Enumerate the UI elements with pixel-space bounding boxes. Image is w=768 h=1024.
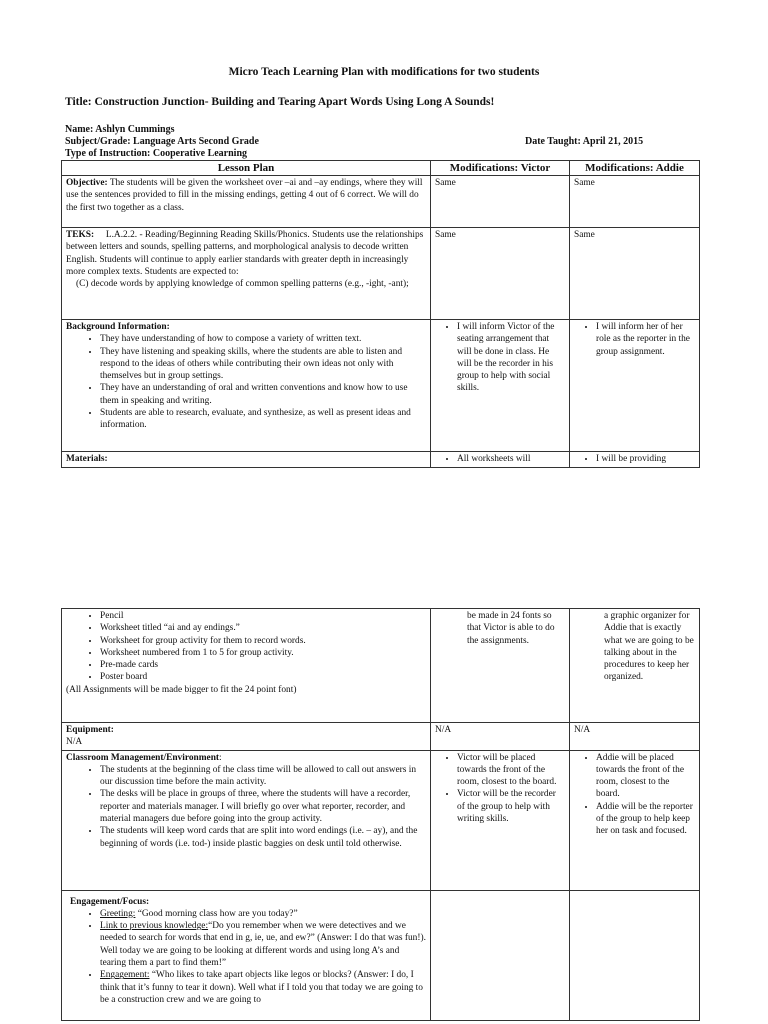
list-item: • They have an understanding of oral and written conventions and know how to use them in speaking and writing. (100, 382, 426, 407)
victor-engagement-cell (431, 890, 570, 1020)
table-row-classroom-management (62, 750, 700, 890)
date-taught: Date Taught: April 21, 2015 (525, 136, 644, 147)
objective-label: Objective: (66, 178, 108, 188)
victor-objective-cell: Same (431, 176, 570, 228)
engagement-label: Engagement/Focus: (70, 896, 150, 907)
classroom-management-label: Classroom Management/Environment (66, 752, 220, 763)
list-item (100, 969, 426, 1006)
list-item: • The students at the beginning of the class time will be allowed to call out answers in our discussion time before the main activity. (100, 764, 426, 789)
list-item: • Students are able to research, evaluate, and synthesize, as well as present ideas and information. (100, 407, 426, 432)
list-item: • Worksheet titled “ai and ay endings.” (100, 622, 426, 634)
addie-teks-cell: Same (570, 228, 700, 320)
lesson-plan-table-bottom (61, 608, 700, 1021)
column-header-victor: Modifications: Victor (431, 161, 570, 176)
link-previous-knowledge-lead: Link to previous knowledge: (100, 921, 209, 932)
teks-cell (62, 228, 431, 320)
addie-engagement-cell (570, 890, 700, 1020)
list-item (100, 920, 426, 969)
list-item: • Addie will be the reporter of the group to help keep her on task and focused. (596, 801, 695, 838)
equipment-text: N/A (66, 737, 83, 748)
list-item: • I will inform Victor of the seating arrangement that will be done in class. He will be the recorder in his group to help with social skills. (457, 321, 565, 395)
classroom-management-colon: : (219, 752, 222, 763)
addie-background-list (574, 321, 695, 358)
list-item: • The students will keep word cards that are split into word endings (i.e. – ay), and the beginning of words (i.e. tod-) inside plastic baggies on desk until told otherwise. (100, 825, 426, 850)
list-item: • Worksheet numbered from 1 to 5 for group activity. (100, 647, 426, 659)
victor-background-list (435, 321, 565, 395)
document-title: Micro Teach Learning Plan with modifications for two students (228, 66, 540, 78)
greeting-lead: Greeting: (100, 908, 136, 919)
list-item: • They have listening and speaking skills, where the students are able to listen and respond to the ideas of others while contributing their own ideas not only with themselves but in group settings. (100, 346, 426, 383)
table-row-engagement (62, 890, 700, 1020)
table-row-objective (62, 176, 700, 228)
materials-continued-cell (62, 609, 431, 723)
teks-subpoint: (C) decode words by applying knowledge of common spelling patterns (e.g., -ight, -ant); (76, 279, 409, 290)
victor-classroom-list (435, 752, 565, 826)
list-item: • All worksheets will (457, 453, 565, 465)
materials-cell (62, 452, 431, 468)
table-row-equipment (62, 723, 700, 751)
victor-equipment-cell: N/A (431, 723, 570, 751)
victor-teks-cell: Same (431, 228, 570, 320)
background-label: Background Information: (66, 322, 170, 332)
addie-equipment-cell: N/A (570, 723, 700, 751)
greeting-text: “Good morning class how are you today?” (135, 908, 298, 919)
materials-note: (All Assignments will be made bigger to fit the 24 point font) (66, 684, 297, 695)
background-cell (62, 320, 431, 452)
engagement-list (66, 908, 426, 1006)
addie-background-cell (570, 320, 700, 452)
equipment-label: Equipment: (66, 725, 114, 735)
table-row-materials-continued (62, 609, 700, 723)
engagement-cell (62, 890, 431, 1020)
list-item: • Pencil (100, 610, 426, 622)
addie-objective-cell: Same (570, 176, 700, 228)
addie-materials-cell (570, 452, 700, 468)
engagement-text: “Who likes to take apart objects like legos or blocks? (Answer: I do, I think that it’s funny to tear it down). Well what if I told you that today we are going to be a construction crew and we are going to (100, 970, 423, 1005)
list-item: • I will be providing (596, 453, 695, 465)
objective-text: The students will be given the worksheet over –ai and –ay endings, where they will use the sentences provided to fill in the missing endings, getting 4 out of 6 correct. We will do the first two together as a class. (66, 178, 423, 213)
addie-materials-continued-cell: a graphic organizer for Addie that is exactly what we are going to be talking about in the procedures to keep her organized. (570, 609, 700, 723)
list-item: • They have understanding of how to compose a variety of written text. (100, 333, 426, 345)
list-item: • Victor will be the recorder of the group to help with writing skills. (457, 788, 565, 825)
victor-materials-continued-cell: be made in 24 fonts so that Victor is able to do the assignments. (431, 609, 570, 723)
teks-label: TEKS: (66, 230, 95, 240)
victor-materials-cell (431, 452, 570, 468)
table-row-teks (62, 228, 700, 320)
materials-list (66, 610, 426, 684)
list-item: • I will inform her of her role as the reporter in the group assignment. (596, 321, 695, 358)
engagement-lead: Engagement: (100, 970, 150, 981)
instruction-type: Type of Instruction: Cooperative Learning (65, 148, 248, 159)
subject-grade: Subject/Grade: Language Arts Second Grade (65, 136, 259, 147)
list-item: • Victor will be placed towards the front of the room, closest to the board. (457, 752, 565, 789)
equipment-cell (62, 723, 431, 751)
lesson-title: Title: Construction Junction- Building and Tearing Apart Words Using Long A Sounds! (65, 96, 495, 108)
lesson-plan-table-top (61, 160, 700, 468)
victor-background-cell (431, 320, 570, 452)
list-item: • Pre-made cards (100, 659, 426, 671)
table-row-materials (62, 452, 700, 468)
addie-classroom-list (574, 752, 695, 838)
list-item (100, 908, 426, 920)
addie-classroom-cell (570, 750, 700, 890)
list-item: • Worksheet for group activity for them to record words. (100, 635, 426, 647)
materials-label: Materials: (66, 454, 108, 464)
victor-materials-list (435, 453, 565, 465)
teacher-name: Name: Ashlyn Cummings (65, 124, 175, 135)
link-previous-knowledge-text: “Do you remember when we were detectives and we needed to search for words that end in g, ie, ue, and ew?” (Answer: I do that was fun!). Well today we are going to be looking at different words and using long A’s and tearing them a part to find them!” (100, 921, 426, 969)
list-item: • Poster board (100, 671, 426, 683)
victor-classroom-cell (431, 750, 570, 890)
column-header-lesson-plan: Lesson Plan (62, 161, 431, 176)
classroom-management-list (66, 764, 426, 850)
table-row-background (62, 320, 700, 452)
classroom-management-cell (62, 750, 431, 890)
column-header-addie: Modifications: Addie (570, 161, 700, 176)
table-header-row (62, 161, 700, 176)
list-item: • Addie will be placed towards the front of the room, closest to the board. (596, 752, 695, 801)
teks-text: L.A.2.2. - Reading/Beginning Reading Skills/Phonics. Students use the relationships between letters and sounds, spelling patterns, and morphological analysis to decode written English. Students will continue to apply earlier standards with greater depth in increasingly more complex texts. Students are expected to: (66, 230, 426, 277)
objective-cell (62, 176, 431, 228)
background-list (66, 333, 426, 431)
addie-materials-list (574, 453, 695, 465)
list-item: • The desks will be place in groups of three, where the students will have a recorder, reporter and materials manager. I will briefly go over what reporter, recorder, and material managers due before going into the group activity. (100, 788, 426, 825)
